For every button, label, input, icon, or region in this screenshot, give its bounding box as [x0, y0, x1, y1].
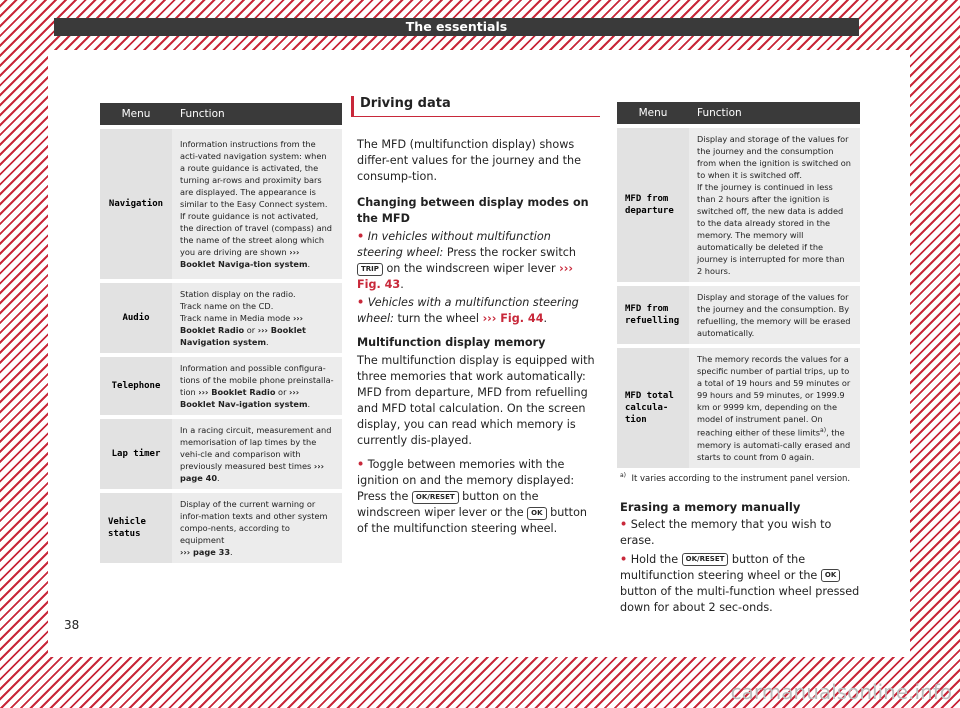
intro-paragraph: The MFD (multifunction display) shows differ-ent values for the journey and the consump-tion. [357, 138, 581, 183]
fig-43-link[interactable]: ››› Fig. 43 [357, 262, 573, 291]
erase-memory-section [620, 470, 860, 619]
subheading-erase: Erasing a memory manually [620, 499, 801, 514]
left-menu-table [100, 99, 342, 567]
bullet-item: • Vehicles with a multifunction steering wheel: turn the wheel ››› Fig. 44. [357, 296, 579, 325]
menu-cell: Lap timer [100, 419, 172, 489]
ok-reset-key-icon: OK/RESET [682, 553, 729, 566]
page-number: 38 [64, 618, 80, 632]
table-row [617, 286, 860, 344]
table-row [617, 128, 860, 282]
function-cell: In a racing circuit, measurement and memorisation of lap times by the vehi-cle and comparison with previously measured best times ››› page 40. [172, 419, 342, 489]
menu-cell: MFD from refuelling [617, 286, 689, 344]
menu-cell: Telephone [100, 357, 172, 415]
table-row [100, 283, 342, 353]
bullet-icon: • [357, 230, 365, 243]
memory-paragraph: The multifunction display is equipped with three memories that work automatically: MFD from departure, MFD from refuelling and MFD total calculation. On the screen display, you can read which memory is currently dis-played. [357, 354, 595, 447]
table-row [100, 129, 342, 279]
menu-cell: MFD from departure [617, 128, 689, 282]
table-row [617, 348, 860, 468]
watermark: carmanualsonline.info [730, 680, 952, 704]
section-header: The essentials [54, 18, 859, 36]
menu-cell: Navigation [100, 129, 172, 279]
function-cell: Information instructions from the acti-vated navigation system: when a route guidance is activated, the turning ar-rows and proximity bars are displayed. The appearance is similar to the Easy Connect system. If route guidance is not activated, the direction of travel (compass) and the name of the street along which you are driving are shown ››› Booklet Naviga-tion system. [172, 129, 342, 279]
function-cell: The memory records the values for a specific number of partial trips, up to a total of 19 hours and 59 minutes or 99 hours and 59 minutes, or 1999.9 km or 9999 km, depending on the model of instrument panel. On reaching either of these limits$^{a)}$, the memory is automati-cally erased and starts to count from 0 again. [689, 348, 860, 468]
ok-reset-key-icon: OK/RESET [412, 491, 459, 504]
bullet-icon: • [357, 296, 365, 309]
function-cell: Station display on the radio. Track name on the CD. Track name in Media mode ››› Booklet Radio or ››› Booklet Navigation system. [172, 283, 342, 353]
trip-key-icon: TRIP [357, 263, 383, 276]
driving-data-section [357, 96, 600, 545]
function-cell: Display and storage of the values for the journey and the consumption from when the ignition is switched on to when it is switched off. If the journey is continued in less than 2 hours after the ignition is switched off, the new data is added to the data already stored in the memory. The memory will automatically be deleted if the journey is interrupted for more than 2 hours. [689, 128, 860, 282]
function-cell: Information and possible configura-tions of the mobile phone preinstalla-tion ››› Booklet Radio or ››› Booklet Nav-igation system. [172, 357, 342, 415]
col-header-function: Function [689, 102, 860, 124]
bullet-item: • Select the memory that you wish to erase. [620, 517, 832, 547]
menu-cell: Audio [100, 283, 172, 353]
bullet-item: • Toggle between memories with the ignition on and the memory displayed: Press the OK/RESET button on the windscreen wiper lever or the OK button of the multifunction steering wheel. [357, 458, 588, 535]
bullet-icon: • [620, 517, 628, 531]
bullet-item: • In vehicles without multifunction steering wheel: Press the rocker switch TRIP on the windscreen wiper lever ››› Fig. 43. [357, 230, 576, 291]
col-header-menu: Menu [617, 102, 689, 124]
bullet-item: • Hold the OK/RESET button of the multifunction steering wheel or the OK button of the multi-function wheel pressed down for about 2 sec-onds. [620, 552, 860, 614]
ok-key-icon: OK [527, 507, 546, 520]
ok-key-icon: OK [821, 569, 840, 582]
fig-44-link[interactable]: ››› Fig. 44 [482, 312, 544, 325]
right-menu-table [617, 98, 860, 472]
table-row [100, 357, 342, 415]
menu-cell: Vehicle status [100, 493, 172, 563]
function-cell: Display and storage of the values for the journey and the consumption. By refuelling, the memory will be erased automatically. [689, 286, 860, 344]
table-row [100, 493, 342, 563]
col-header-menu: Menu [100, 103, 172, 125]
bullet-icon: • [620, 552, 628, 566]
table-row [100, 419, 342, 489]
col-header-function: Function [172, 103, 342, 125]
function-cell: Display of the current warning or infor-mation texts and other system compo-nents, according to equipment ››› page 33. [172, 493, 342, 563]
section-title: Driving data [351, 96, 600, 117]
menu-cell: MFD total calcula-tion [617, 348, 689, 468]
subheading-memory: Multifunction display memory [357, 336, 546, 349]
subheading-display-modes: Changing between display modes on the MFD [357, 196, 589, 225]
bullet-icon: • [357, 458, 365, 471]
footnote: $^{a)}$ It varies according to the instrument panel version. [620, 472, 851, 484]
